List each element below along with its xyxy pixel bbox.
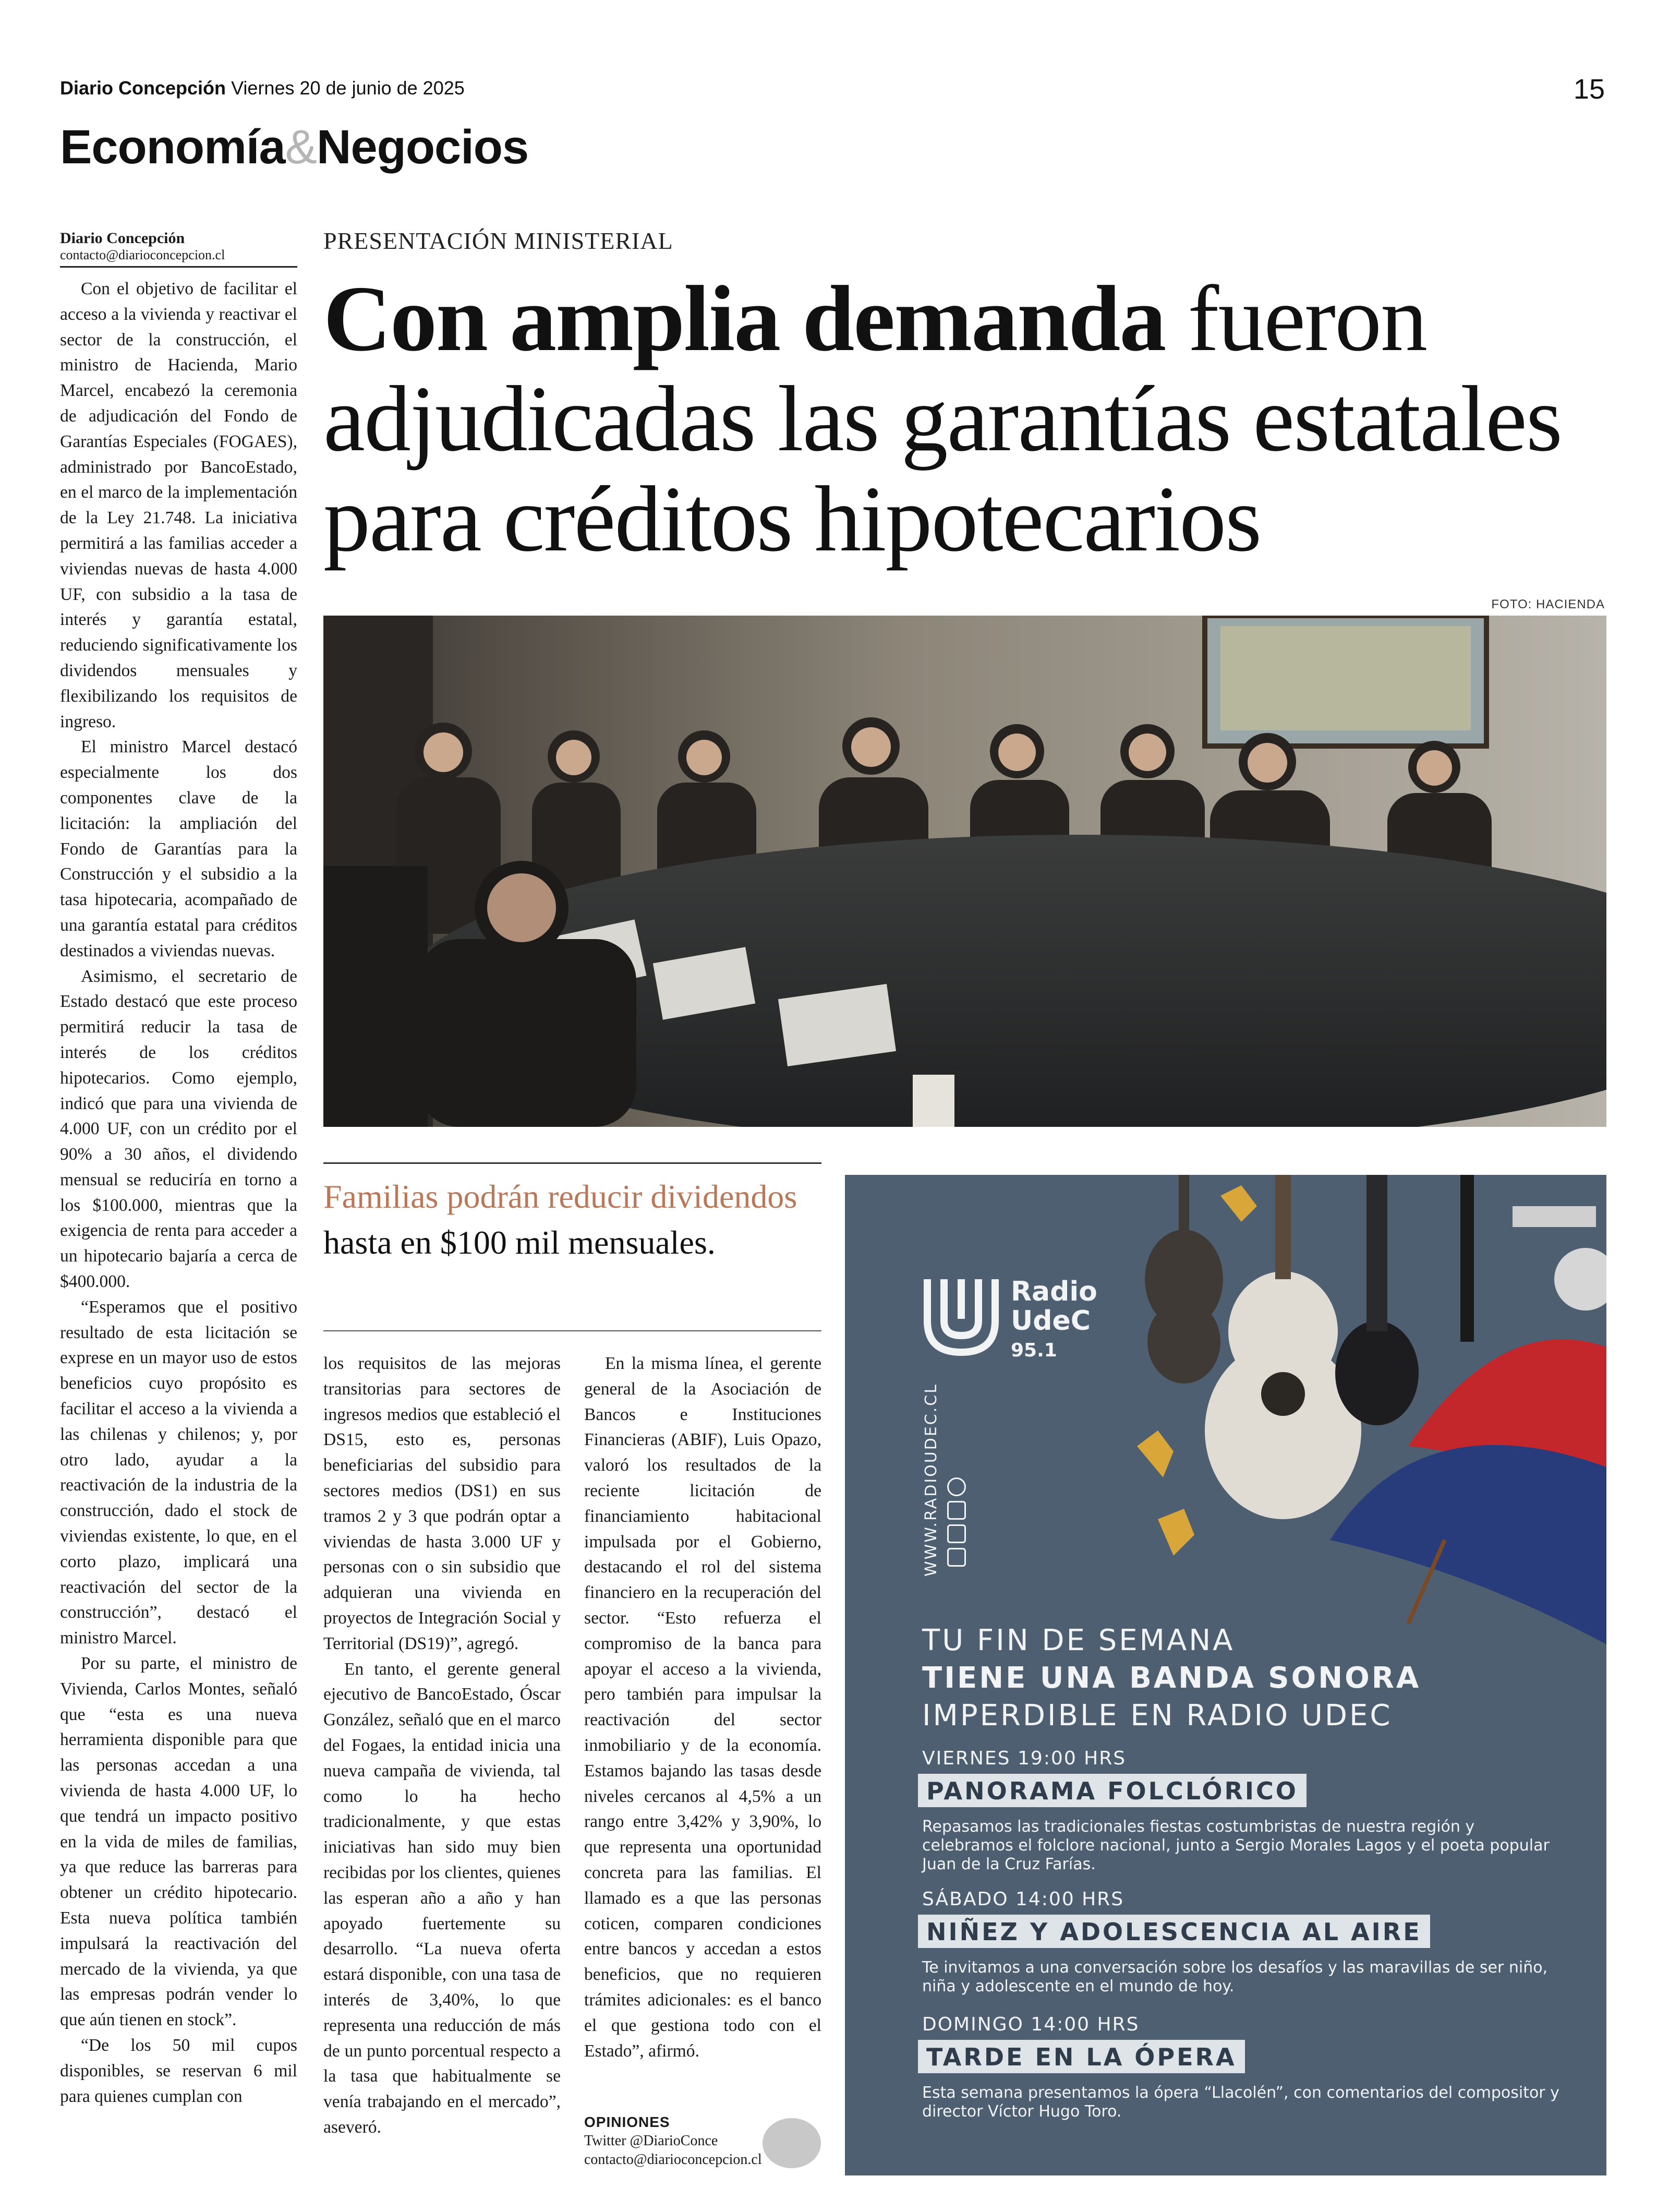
article-column-2: [323, 1351, 561, 2141]
headline-bold: Con amplia demanda: [323, 267, 1166, 370]
ad-tagline-1: TU FIN DE SEMANA: [922, 1624, 1235, 1657]
program-description: Repasamos las tradicionales fiestas costumbristas de nuestra región y celebramos el folclore nacional, junto a Sergio Morales Lagos y el poeta popular Juan de la Cruz Farías.: [922, 1818, 1550, 1873]
ad-website: WWW.RADIOUDEC.CL: [922, 1383, 940, 1577]
page-number: 15: [1573, 74, 1605, 105]
section-title-left: Economía: [60, 121, 285, 174]
youtube-icon: [947, 1524, 966, 1543]
instruments-illustration: [845, 1175, 1606, 1644]
paragraph: los requisitos de las mejoras transitorias para sectores de ingresos medios que estableció el DS15, esto es, personas beneficiarias del subsidio para sectores medios (DS1) en sus tramos 2 y 3 que podrán optar a viviendas de hasta 3.000 UF y personas con o sin subsidio que adquieran una vivienda en proyectos de Integración Social y Territorial (DS19)”, agregó.: [323, 1354, 561, 1653]
paper-name: Diario Concepción: [60, 77, 226, 99]
paragraph: El ministro Marcel destacó especialmente los dos componentes clave de la licitación: la ampliación del Fondo de Garantías para la Construcción y el subsidio a la tasa hipotecaria, acompañado de una garantía estatal para créditos destinados a viviendas nuevas.: [60, 737, 297, 960]
article-column-3: [584, 1351, 821, 2064]
paragraph: Asimismo, el secretario de Estado destacó que este proceso permitirá reducir la tasa de interés de los créditos hipotecarios. Como ejemplo, indicó que para una vivienda de 4.000 UF, con un crédito por el 90% a 30 años, el dividendo mensual se reduciría en torno a los $100.000, mientras que la exigencia de renta para acceder a un hipotecario bajaría a cerca de $400.000.: [60, 966, 297, 1292]
issue-date: Viernes 20 de junio de 2025: [231, 77, 465, 99]
program-description: Esta semana presentamos la ópera “Llacolén”, con comentarios del compositor y director Víctor Hugo Toro.: [922, 2084, 1559, 2121]
subhead-top-rule: [323, 1162, 821, 1164]
ad-logo-line2: UdeC: [1011, 1305, 1091, 1337]
header-date-line: [60, 77, 465, 99]
kicker: PRESENTACIÓN MINISTERIAL: [323, 227, 673, 254]
subheadline: [323, 1174, 821, 1266]
opiniones-twitter: Twitter @DiarioConce: [584, 2133, 718, 2149]
radio-udec-logo-icon: [922, 1274, 1000, 1357]
ad-tagline-2: TIENE UNA BANDA SONORA: [922, 1661, 1421, 1695]
headline: [323, 269, 1617, 569]
paragraph: “De los 50 mil cupos disponibles, se reservan 6 mil para quienes cumplan con: [60, 2035, 297, 2106]
byline-email: contacto@diarioconcepcion.cl: [60, 247, 225, 262]
program-title: TARDE EN LA ÓPERA: [918, 2040, 1245, 2073]
article-column-1: [60, 276, 297, 2109]
ad-tagline-3: IMPERDIBLE EN RADIO UDEC: [922, 1699, 1393, 1733]
paragraph: En tanto, el gerente general ejecutivo de BancoEstado, Óscar González, señaló que en el marco del Fogaes, la entidad inicia una nueva campaña de vivienda, tal como lo ha hecho tradicionalmente, y que estas iniciativas han sido muy bien recibidas por los clientes, quienes las esperan año a año y han apoyado fuertemente su desarrollo. “La nueva oferta estará disponible, con una tasa de interés de 3,40%, lo que representa una reducción de más de un punto porcentual respecto a la tasa que habitualmente se venía trabajando en el mercado”, aseveró.: [323, 1659, 561, 2137]
paragraph: En la misma línea, el gerente general de la Asociación de Bancos e Instituciones Financieras (ABIF), Luis Opazo, valoró los resultados de la reciente licitación de financiamiento habitacional impulsada por el Gobierno, destacando el rol del sistema financiero en la recuperación del sector. “Esto refuerza el compromiso de la banca para apoyar el acceso a la vivienda, pero también para impulsar la reactivación del sector inmobiliario y de la economía. Estamos bajando las tasas desde niveles cercanos al 4,5% a un rango entre 3,42% y 3,90%, lo que representa una oportunidad concreta para las familias. El llamado es a que las personas coticen, comparen condiciones entre bancos y accedan a estos beneficios, que no requieren trámites adicionales: es el banco el que gestiona todo con el Estado”, afirmó.: [584, 1354, 821, 2061]
program-title: PANORAMA FOLCLÓRICO: [918, 1774, 1307, 1807]
subheadline-rest: hasta en $100 mil mensuales.: [323, 1224, 716, 1261]
program-time: DOMINGO 14:00 HRS: [922, 2014, 1140, 2035]
paragraph: Por su parte, el ministro de Vivienda, Carlos Montes, señaló que “esta es una nueva herramienta disponible para que las personas accedan a una vivienda de hasta 4.000 UF, lo que tendrá un impacto positivo en la vida de miles de familias, ya que reduce las barreras para obtener un crédito hipotecario. Esta nueva política también impulsará la reactivación del mercado de la vivienda, ya que las empresas podrán vender lo que aún tienen en stock”.: [60, 1654, 297, 2030]
program-title: NIÑEZ Y ADOLESCENCIA AL AIRE: [918, 1915, 1430, 1948]
byline: [60, 230, 297, 268]
speech-bubble-icon: [763, 2118, 821, 2168]
radio-udec-advert: [845, 1175, 1606, 2175]
opiniones-email: contacto@diarioconcepcion.cl: [584, 2151, 762, 2168]
section-title: [60, 120, 528, 175]
program-time: SÁBADO 14:00 HRS: [922, 1889, 1124, 1910]
program-description: Te invitamos a una conversación sobre los desafíos y las maravillas de ser niño, niña y adolescente en el mundo de hoy.: [922, 1958, 1548, 1995]
x-icon: [947, 1501, 966, 1520]
subheadline-highlight: Familias podrán reducir dividendos: [323, 1178, 797, 1215]
subhead-bottom-rule: [323, 1330, 821, 1331]
meeting-photo-illustration: [323, 616, 1606, 1127]
ad-logo-frequency: 95.1: [1011, 1340, 1057, 1361]
photo-credit: FOTO: HACIENDA: [1491, 597, 1605, 611]
paragraph: “Esperamos que el positivo resultado de esta licitación se exprese en un mayor uso de estos beneficios cuyo propósito es facilitar el acceso a la vivienda a las chilenas y chilenos; y, por otro lado, ayudar a la reactivación de la industria de la construcción, dado el stock de viviendas existente, lo que, en el corto plazo, implicará una reactivación del sector de la construcción”, destacó el ministro Marcel.: [60, 1297, 297, 1648]
byline-author: Diario Concepción: [60, 230, 185, 247]
opiniones-title: OPINIONES: [584, 2114, 670, 2130]
headline-rest: fueron adjudicadas las garantías estatales para créditos hipotecarios: [323, 267, 1562, 571]
meeting-photo: [323, 616, 1606, 1127]
facebook-icon: [947, 1548, 966, 1567]
paragraph: Con el objetivo de facilitar el acceso a la vivienda y reactivar el sector de la construcción, el ministro de Hacienda, Mario Marcel, encabezó la ceremonia de adjudicación del Fondo de Garantías Especiales (FOGAES), administrado por BancoEstado, en el marco de la implementación de la Ley 21.748. La iniciativa permitirá a las familias acceder a viviendas nuevas de hasta 4.000 UF, con subsidio a la tasa de interés y garantía estatal, reduciendo significativamente los dividendos mensuales y flexibilizando los requisitos de ingreso.: [60, 279, 297, 731]
section-title-right: Negocios: [317, 121, 529, 174]
section-ampersand: &: [285, 121, 317, 174]
instagram-icon: [947, 1477, 966, 1496]
ad-logo-line1: Radio: [1011, 1276, 1097, 1307]
program-time: VIERNES 19:00 HRS: [922, 1748, 1127, 1769]
